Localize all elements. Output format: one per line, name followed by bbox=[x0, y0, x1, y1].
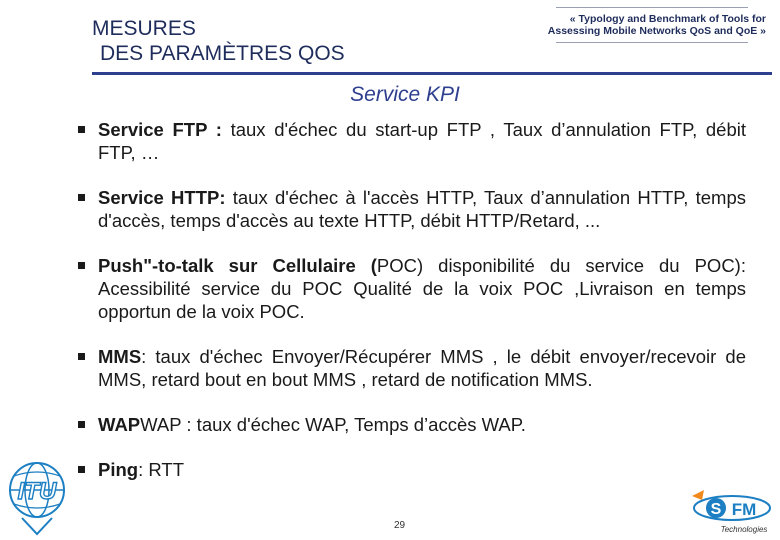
sfm-logo bbox=[686, 488, 776, 540]
page-number: 29 bbox=[394, 520, 406, 531]
bullet-marker bbox=[78, 262, 85, 269]
reference-line-1: « Typology and Benchmark of Tools for bbox=[569, 13, 766, 25]
bullet-text: : RTT bbox=[138, 459, 185, 480]
bullet-text: POC) disponibilité du service du POC): Acessibilité service du POC Qualité de la voix POC ,Livraison en temps opportun de la voix POC. bbox=[98, 255, 746, 322]
document-reference bbox=[540, 13, 766, 37]
bullet-text: taux d'échec à l'accès HTTP, Taux d’annulation HTTP, temps d'accès, temps d'accès au texte HTTP, débit HTTP/Retard, ... bbox=[98, 187, 746, 231]
sfm-logo-s: S bbox=[710, 501, 722, 518]
bullet-marker bbox=[78, 421, 85, 428]
sfm-logo-tagline: Technologies bbox=[720, 525, 768, 534]
header-top-rule bbox=[556, 7, 748, 8]
bullet-text: : taux d'échec Envoyer/Récupérer MMS , le débit envoyer/recevoir de MMS, retard bout en bout MMS , retard de notification MMS. bbox=[98, 346, 746, 390]
bullet-lead: Service HTTP: bbox=[98, 187, 233, 208]
reference-line-2: Assessing Mobile Networks QoS and QoE » bbox=[547, 25, 766, 37]
itu-logo-text: ITU bbox=[17, 478, 57, 505]
bullet-lead: WAP bbox=[98, 414, 141, 435]
sfm-logo-fm: FM bbox=[731, 500, 757, 519]
bullet-marker bbox=[78, 466, 85, 473]
section-subtitle: Service KPI bbox=[350, 83, 460, 106]
title-rule bbox=[92, 72, 772, 75]
bullet-text: WAP : taux d'échec WAP, Temps d’accès WAP. bbox=[140, 414, 526, 435]
bullet-http bbox=[74, 186, 746, 232]
bullet-marker bbox=[78, 194, 85, 201]
sfm-logo-swoosh bbox=[692, 490, 704, 500]
bullet-ftp bbox=[74, 118, 746, 164]
itu-logo bbox=[4, 452, 70, 538]
bullet-lead: Service FTP : bbox=[98, 119, 231, 140]
bullet-lead: Ping bbox=[98, 459, 139, 480]
itu-logo-base bbox=[22, 518, 52, 534]
bullet-text: taux d'échec du start-up FTP , Taux d’annulation FTP, débit FTP, … bbox=[98, 119, 746, 163]
bullet-lead: MMS bbox=[98, 346, 142, 367]
bullet-lead: Push"-to-talk sur Cellulaire ( bbox=[98, 255, 377, 276]
bullet-poc bbox=[74, 254, 746, 323]
bullet-ping bbox=[74, 458, 746, 481]
title-line-2: DES PARAMÈTRES QOS bbox=[100, 42, 345, 65]
bullet-marker bbox=[78, 126, 85, 133]
bullet-marker bbox=[78, 353, 85, 360]
title-line-1: MESURES bbox=[92, 17, 196, 40]
kpi-bullet-list bbox=[74, 118, 746, 481]
bullet-wap bbox=[74, 413, 746, 436]
page-title bbox=[92, 16, 345, 66]
bullet-mms bbox=[74, 345, 746, 391]
reference-underline bbox=[556, 42, 748, 43]
